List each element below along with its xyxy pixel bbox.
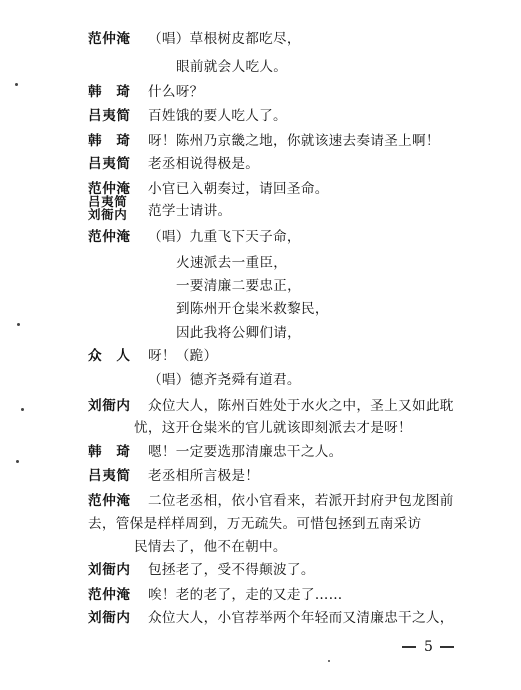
dialogue-line: 到陈州开仓粜米救黎民， xyxy=(176,301,329,317)
dialogue-line: （唱）九重飞下天子命， xyxy=(148,229,301,245)
dialogue-line: 呀！陈州乃京畿之地，你就该速去奏请圣上啊！ xyxy=(148,133,440,149)
footer-dash-left xyxy=(402,646,416,648)
dialogue-line: 老丞相所言极是！ xyxy=(148,468,260,484)
speaker-name: 刘衙内 xyxy=(88,610,131,626)
speaker-name: 韩 琦 xyxy=(88,84,131,100)
dialogue-line: 范学士请讲。 xyxy=(148,203,232,219)
footer-dash-right xyxy=(440,646,454,648)
scan-speck xyxy=(328,660,330,662)
dialogue-line: 众位大人，陈州百姓处于水火之中，圣上又如此耽 xyxy=(148,398,454,414)
dialogue-line: 一要清廉二要忠正， xyxy=(176,278,302,294)
dialogue-line: （唱）德齐尧舜有道君。 xyxy=(148,372,301,388)
dialogue-line: 因此我将公卿们请， xyxy=(176,325,302,341)
dialogue-line: 包拯老了，受不得颠波了。 xyxy=(148,562,315,578)
dialogue-line: 众位大人，小官荐举两个年轻而又清廉忠干之人， xyxy=(148,610,454,626)
speaker-name: 吕夷简 xyxy=(88,468,131,484)
speaker-name: 范仲淹 xyxy=(88,229,131,245)
dialogue-line: 小官已入朝奏过，请回圣命。 xyxy=(148,181,329,197)
dialogue-line: 嗯！一定要选那清廉忠干之人。 xyxy=(148,444,343,460)
speaker-name: 吕夷简 xyxy=(88,194,128,209)
scan-speck xyxy=(21,408,24,411)
dialogue-line: 火速派去一重臣， xyxy=(176,255,288,271)
speaker-name: 范仲淹 xyxy=(88,587,131,603)
dialogue-line: 二位老丞相，依小官看来，若派开封府尹包龙图前 xyxy=(148,493,454,509)
speaker-name: 范仲淹 xyxy=(88,493,131,509)
dialogue-line: 百姓饿的要人吃人了。 xyxy=(148,108,287,124)
page-number: 5 xyxy=(424,639,434,655)
dialogue-line: 民情去了，他不在朝中。 xyxy=(134,539,287,555)
speaker-name: 刘衙内 xyxy=(88,207,128,222)
dialogue-line: 忧，这开仓粜米的官儿就该即刻派去才是呀！ xyxy=(134,420,412,436)
speaker-name: 刘衙内 xyxy=(88,398,131,414)
speaker-name: 吕夷简 xyxy=(88,108,131,124)
dialogue-line: 眼前就会人吃人。 xyxy=(176,59,288,75)
dialogue-line: 呀！（跪） xyxy=(148,348,218,364)
dialogue-line: 唉！老的老了，走的又走了…… xyxy=(148,587,343,603)
scan-speck xyxy=(17,323,20,326)
speaker-name: 韩 琦 xyxy=(88,133,131,149)
speaker-name: 范仲淹 xyxy=(88,181,131,197)
speaker-name: 韩 琦 xyxy=(88,444,131,460)
speaker-name: 范仲淹 xyxy=(88,31,131,47)
scan-speck xyxy=(15,83,18,86)
dialogue-line: 老丞相说得极是。 xyxy=(148,156,260,172)
speaker-name: 吕夷简 xyxy=(88,156,131,172)
dialogue-line: 什么呀？ xyxy=(148,84,204,100)
dialogue-line: 去，管保是样样周到，万无疏失。可惜包拯到五南采访 xyxy=(88,516,422,532)
speaker-name: 众 人 xyxy=(88,348,131,364)
dialogue-line: （唱）草根树皮都吃尽， xyxy=(148,31,301,47)
scan-speck xyxy=(16,460,19,463)
speaker-name: 刘衙内 xyxy=(88,562,131,578)
